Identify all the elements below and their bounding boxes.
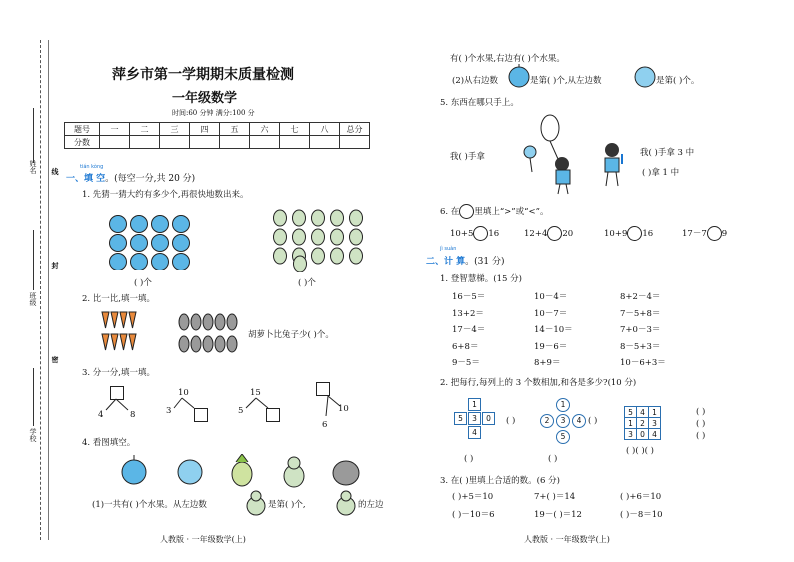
q6-text-b: 里填上“>”或“<”。 <box>474 207 549 217</box>
girl-with-balloons <box>520 112 580 196</box>
rabbit-icon <box>191 314 201 330</box>
carrot-icon <box>111 312 118 328</box>
page-subtitle: 一年级数学 <box>172 91 238 106</box>
number-tree-2 <box>166 388 226 428</box>
q4-line1a: (1)一共有( )个水果。从左边数 <box>92 500 207 510</box>
grid-row-sum[interactable]: ( ) <box>696 407 706 417</box>
fill-item[interactable]: ( )－10＝6 <box>452 510 495 520</box>
score-header-row <box>65 123 370 136</box>
orange-icon <box>634 64 656 88</box>
q5-right2[interactable]: ( )拿 1 中 <box>642 168 680 178</box>
q6-right: 16 <box>642 229 654 239</box>
tree-number: 6 <box>322 420 328 430</box>
calc-item[interactable]: 8+9＝ <box>534 358 561 368</box>
apple-icon <box>173 254 190 271</box>
boy-with-sticks <box>596 140 630 190</box>
calc-item[interactable]: 9－5＝ <box>452 358 480 368</box>
rabbit-icon <box>227 336 237 352</box>
seal-xian: 线 <box>51 168 60 175</box>
score-cell[interactable] <box>250 136 280 149</box>
pear-icon <box>312 210 325 226</box>
calc-item[interactable]: 13+2＝ <box>452 308 484 319</box>
pear-icon <box>350 210 363 226</box>
cross-cell: 3 <box>468 412 481 425</box>
calc-item[interactable]: 10－7＝ <box>534 308 568 319</box>
pear-icon <box>294 256 307 272</box>
rabbit-icon <box>203 314 213 330</box>
q1-blank1[interactable]: ( )个 <box>134 278 152 288</box>
q4-line1c: 的左边 <box>358 500 384 510</box>
tree-number: 3 <box>166 406 172 416</box>
binding-dashed-line <box>40 40 41 540</box>
seal-mi: 密 <box>51 356 60 363</box>
binding-school-label: 学校 <box>29 428 37 442</box>
binding-solid-line <box>48 40 49 540</box>
carrots-group <box>98 308 138 356</box>
cross-cell: 0 <box>482 412 495 425</box>
q6-item <box>682 226 727 241</box>
c2-text: 2. 把每行,每列上的 3 个数相加,和各是多少?(10 分) <box>440 378 637 388</box>
q4-2a: (2)从右边数 <box>452 76 499 86</box>
grid-cell: 4 <box>637 407 649 418</box>
page-title: 萍乡市第一学期期末质量检测 <box>112 67 294 83</box>
score-col: 总分 <box>340 123 370 136</box>
grid-cell: 0 <box>637 429 649 440</box>
number-tree-4 <box>314 380 374 430</box>
calc-item[interactable]: 17－4＝ <box>452 325 486 335</box>
carrot-icon <box>102 334 109 350</box>
class-line <box>33 230 34 290</box>
grid-row-sums[interactable] <box>696 406 705 442</box>
pear-icon <box>312 248 325 264</box>
tree-number: 15 <box>250 388 261 398</box>
carrot-icon <box>129 334 136 350</box>
compare-circle[interactable] <box>473 226 488 241</box>
score-table <box>64 122 370 149</box>
seal-feng: 封 <box>51 262 60 269</box>
score-cell[interactable] <box>220 136 250 149</box>
pear-icon <box>331 210 344 226</box>
q4-2c: 是第( )个。 <box>656 76 700 86</box>
pear-icon <box>331 229 344 245</box>
score-cell[interactable] <box>280 136 310 149</box>
orange-icon <box>178 460 202 484</box>
pear-icon <box>244 488 268 516</box>
tree-number: 10 <box>338 404 349 414</box>
score-col: 三 <box>160 123 190 136</box>
tree-number: 8 <box>130 410 136 420</box>
score-value-row <box>65 136 370 149</box>
flower-cell: 1 <box>556 398 570 412</box>
fill-item[interactable]: 19－( )＝12 <box>534 510 582 520</box>
pear-icon <box>331 248 344 264</box>
score-col: 五 <box>220 123 250 136</box>
cross-cell: 1 <box>468 398 481 411</box>
c1-text: 1. 登智慧梯。(15 分) <box>440 274 522 284</box>
score-cell[interactable] <box>100 136 130 149</box>
section1-pinyin: tián kòng <box>80 164 104 170</box>
binding-name-label: 姓名 <box>29 160 37 174</box>
calc-item[interactable]: 8－5+3＝ <box>620 341 661 352</box>
apple-icon <box>152 254 169 271</box>
school-line <box>33 368 34 426</box>
carrot-icon <box>129 312 136 328</box>
flower-col-sum[interactable]: ( ) <box>548 454 558 464</box>
score-col: 八 <box>310 123 340 136</box>
apple-icon <box>110 235 127 252</box>
rabbit-icon <box>203 336 213 352</box>
q4-text: 4. 看图填空。 <box>82 438 136 448</box>
grid-row-sum[interactable]: ( ) <box>696 431 706 441</box>
q4-line2: 有( )个水果,右边有( )个水果。 <box>450 54 565 64</box>
q6-text <box>440 204 548 219</box>
calc-item[interactable]: 7－5+8＝ <box>620 308 661 319</box>
pear-icon <box>350 248 363 264</box>
q6-left: 10+5 <box>450 229 474 239</box>
fill-item[interactable]: ( )－8＝10 <box>620 510 663 520</box>
flower-puzzle <box>540 398 590 448</box>
calc-item[interactable]: 10－4＝ <box>534 292 568 302</box>
section2-title: 二、计 算 <box>426 257 466 267</box>
score-col: 题号 <box>65 123 100 136</box>
fill-item[interactable]: ( )+5＝10 <box>452 492 494 502</box>
apple-icon <box>110 216 127 233</box>
rabbit-icon <box>179 336 189 352</box>
q2-text: 2. 比一比,填一填。 <box>82 294 156 304</box>
rabbit-icon <box>227 314 237 330</box>
grid-col-sums[interactable]: ( )( )( ) <box>626 446 655 456</box>
strawberry-icon <box>333 461 359 485</box>
grid-cell: 2 <box>637 418 649 429</box>
score-row-label: 分数 <box>65 136 100 149</box>
compare-circle[interactable] <box>547 226 562 241</box>
q5-right1[interactable]: 我( )手拿 3 中 <box>640 148 695 158</box>
pear-icon <box>293 229 306 245</box>
cross-puzzle <box>454 398 504 448</box>
q4-2b: 是第( )个,从左边数 <box>530 76 602 86</box>
pear-icon <box>274 229 287 245</box>
pineapple-icon <box>232 462 252 486</box>
grid-cell: 3 <box>625 429 637 440</box>
flower-cell: 5 <box>556 430 570 444</box>
score-cell[interactable] <box>310 136 340 149</box>
apple-icon <box>131 216 148 233</box>
score-col: 一 <box>100 123 130 136</box>
carrot-icon <box>120 334 127 350</box>
score-cell[interactable] <box>190 136 220 149</box>
grid-cell: 4 <box>649 429 661 440</box>
apple-icon <box>508 64 530 88</box>
apple-icon <box>173 235 190 252</box>
section2-heading <box>426 254 504 267</box>
calc-item[interactable]: 14－10＝ <box>534 325 573 335</box>
footer-left: 人教版 · 一年级数学(上) <box>160 535 246 544</box>
score-cell[interactable] <box>130 136 160 149</box>
grid-cell: 1 <box>625 418 637 429</box>
binding-class-label: 班级 <box>29 292 37 306</box>
q5-left[interactable]: 我( )手拿 <box>450 152 485 162</box>
pear-icon <box>293 210 306 226</box>
tree-number: 4 <box>98 410 104 420</box>
apple-icon <box>110 254 127 271</box>
q6-right: 16 <box>488 229 500 239</box>
flower-row-sum[interactable]: ( ) <box>588 416 598 426</box>
flower-cell: 4 <box>572 414 586 428</box>
tree-box[interactable] <box>266 408 280 422</box>
rabbit-icon <box>215 314 225 330</box>
grid-row-sum[interactable]: ( ) <box>696 419 706 429</box>
rabbit-icon <box>179 314 189 330</box>
q6-left: 10+9 <box>604 229 628 239</box>
rabbits-group <box>178 308 242 356</box>
c3-text: 3. 在( )里填上合适的数。(6 分) <box>440 476 560 486</box>
score-col: 七 <box>280 123 310 136</box>
fill-item[interactable]: 7+( )＝14 <box>534 492 576 502</box>
tree-box[interactable] <box>194 408 208 422</box>
pears-group <box>270 206 370 272</box>
cross-row-sum[interactable]: ( ) <box>506 416 516 426</box>
q6-item <box>524 226 573 241</box>
score-col: 四 <box>190 123 220 136</box>
rabbit-icon <box>191 336 201 352</box>
fruit-row <box>120 454 370 488</box>
score-col: 六 <box>250 123 280 136</box>
flower-cell: 2 <box>540 414 554 428</box>
apples-group <box>108 214 194 270</box>
apple-icon <box>131 254 148 271</box>
fill-item[interactable]: ( )+6＝10 <box>620 492 662 502</box>
carrot-icon <box>102 312 109 328</box>
apple-icon <box>173 216 190 233</box>
apple-icon <box>152 235 169 252</box>
pear-icon <box>350 229 363 245</box>
section1-note: 。(每空一分,共 20 分) <box>105 174 196 184</box>
q5-text: 5. 东西在哪只手上。 <box>440 98 519 108</box>
q6-item <box>604 226 653 241</box>
pear-icon <box>274 210 287 226</box>
calc-item[interactable]: 19－6＝ <box>534 341 568 352</box>
score-cell[interactable] <box>160 136 190 149</box>
tree-number: 5 <box>238 406 244 416</box>
calc-item[interactable]: 8+2－4＝ <box>620 292 661 302</box>
grid-cell: 5 <box>625 407 637 418</box>
q6-right: 9 <box>721 229 728 239</box>
tree-number: 10 <box>178 388 189 398</box>
q6-text-a: 6. 在 <box>440 207 460 217</box>
sum-grid <box>624 406 661 440</box>
rabbit-icon <box>215 336 225 352</box>
score-cell[interactable] <box>340 136 370 149</box>
calc-item[interactable]: 16－5＝ <box>452 292 486 302</box>
cross-cell: 5 <box>454 412 467 425</box>
q4-line1b: 是第( )个, <box>268 500 306 510</box>
q6-left: 17－7 <box>682 229 707 239</box>
calc-item[interactable]: 6+8＝ <box>452 341 479 352</box>
pear-icon <box>312 229 325 245</box>
section2-pinyin: jì suàn <box>440 246 457 252</box>
score-col: 二 <box>130 123 160 136</box>
flower-cell: 3 <box>556 414 570 428</box>
section2-note: 。(31 分) <box>465 257 505 267</box>
compare-circle-icon <box>459 204 474 219</box>
q3-text: 3. 分一分,填一填。 <box>82 368 156 378</box>
calc-item[interactable]: 10－6+3＝ <box>620 358 666 368</box>
carrot-icon <box>111 334 118 350</box>
footer-right: 人教版 · 一年级数学(上) <box>524 535 610 544</box>
apple-icon <box>152 216 169 233</box>
pear-icon <box>334 488 358 516</box>
compare-circle[interactable] <box>707 226 722 241</box>
pear-icon <box>274 248 287 264</box>
q6-right: 20 <box>562 229 574 239</box>
grid-cell: 3 <box>649 418 661 429</box>
section1-heading <box>66 171 195 184</box>
cross-cell: 4 <box>468 426 481 439</box>
exam-meta: 时间:60 分钟 满分:100 分 <box>172 109 255 117</box>
grid-cell: 1 <box>649 407 661 418</box>
number-tree-3 <box>238 388 298 428</box>
calc-item[interactable]: 7+0－3＝ <box>620 325 661 335</box>
number-tree-1 <box>94 384 154 424</box>
apple-icon <box>122 460 146 484</box>
q2-blank[interactable]: 胡萝卜比兔子少( )个。 <box>248 330 334 340</box>
apple-icon <box>131 235 148 252</box>
q1-text: 1. 先猜一猜大约有多少个,再很快地数出来。 <box>82 190 249 200</box>
section1-title: 一、填 空 <box>66 174 106 184</box>
q6-left: 12+4 <box>524 229 548 239</box>
cross-col-sum[interactable]: ( ) <box>464 454 474 464</box>
q1-blank2[interactable]: ( )个 <box>298 278 316 288</box>
q6-item <box>450 226 499 241</box>
carrot-icon <box>120 312 127 328</box>
compare-circle[interactable] <box>627 226 642 241</box>
name-line <box>33 108 34 163</box>
